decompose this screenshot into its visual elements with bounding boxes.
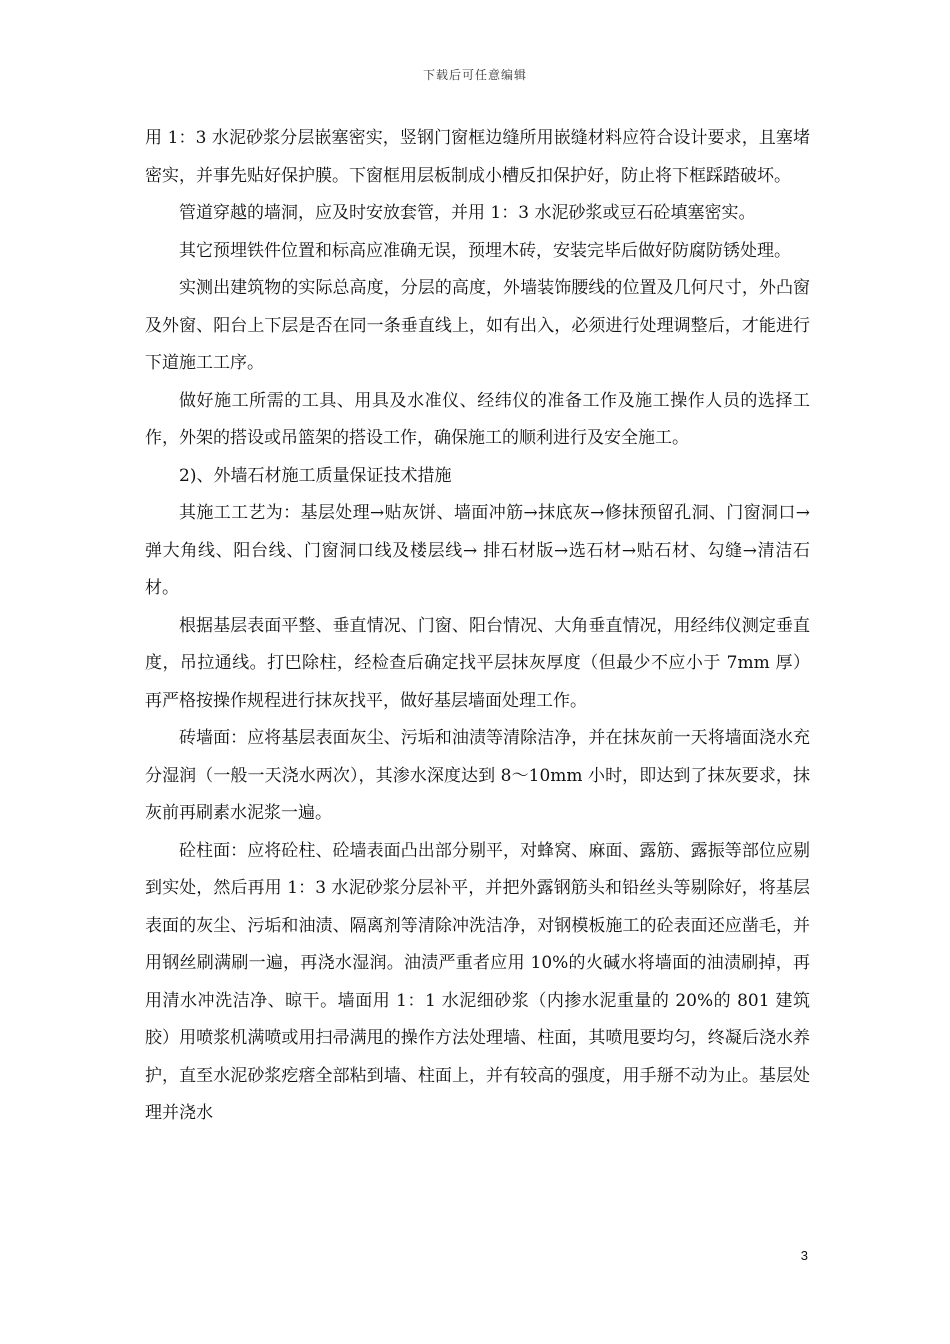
paragraph-tool-preparation: 做好施工所需的工具、用具及水准仪、经纬仪的准备工作及施工操作人员的选择工作，外架的搭设或吊篮架的搭设工作，确保施工的顺利进行及安全施工。 bbox=[145, 390, 810, 448]
paragraph-brick-wall: 砖墙面：应将基层表面灰尘、污垢和油渍等清除洁净，并在抹灰前一天将墙面浇水充分湿润（一般一天浇水两次），其渗水深度达到 8～10mm 小时，即达到了抹灰要求，抹灰前再刷素水泥浆一遍。 bbox=[145, 728, 810, 823]
paragraph-embedded-parts: 其它预埋铁件位置和标高应准确无误，预埋木砖，安装完毕后做好防腐防锈处理。 bbox=[179, 240, 791, 261]
paragraph-continuation: 用 1：3 水泥砂浆分层嵌塞密实，竖钢门窗框边缝所用嵌缝材料应符合设计要求，且塞堵密实，并事先贴好保护膜。下窗框用层板制成小槽反扣保护好，防止将下框踩踏破坏。 bbox=[145, 128, 810, 186]
paragraph-process-flow: 其施工工艺为：基层处理→贴灰饼、墙面冲筋→抹底灰→修抹预留孔洞、门窗洞口→弹大角线、阳台线、门窗洞口线及楼层线→ 排石材版→选石材→贴石材、勾缝→清洁石材。 bbox=[145, 503, 810, 598]
section-heading-stone-measures: 2)、外墙石材施工质量保证技术措施 bbox=[179, 465, 452, 486]
paragraph-pipe-sleeves: 管道穿越的墙洞，应及时安放套管，并用 1：3 水泥砂浆或豆石砼填塞密实。 bbox=[179, 203, 756, 223]
paragraph-concrete-column: 砼柱面：应将砼柱、砼墙表面凸出部分剔平，对蜂窝、麻面、露筋、露振等部位应剔到实处，然后再用 1：3 水泥砂浆分层补平，并把外露钢筋头和铅丝头等剔除好，将基层表面的灰尘、污垢和油渍、隔离剂等清除冲洗洁净，对钢模板施工的砼表面还应凿毛，并用钢丝刷满刷一遍，再浇水湿润。油渍严重者应用 10%的火碱水将墙面的油渍刷掉，再用清水冲洗洁净、晾干。墙面用 1：1 水泥细砂浆（内掺水泥重量的 20%的 801 建筑胶）用喷浆机满喷或用扫帚满甩的操作方法处理墙、柱面，其喷甩要均匀，终凝后浇水养护，直至水泥砂浆疙瘩全部粘到墙、柱面上，并有较高的强度，用手掰不动为止。基层处理并浇水 bbox=[145, 840, 810, 1123]
paragraph-height-survey: 实测出建筑物的实际总高度，分层的高度，外墙装饰腰线的位置及几何尺寸，外凸窗及外窗、阳台上下层是否在同一条垂直线上，如有出入，必须进行处理调整后，才能进行下道施工工序。 bbox=[145, 278, 810, 373]
document-body bbox=[145, 120, 810, 1133]
page-header: 下载后可任意编辑 bbox=[422, 68, 527, 82]
paragraph-verticality: 根据基层表面平整、垂直情况、门窗、阳台情况、大角垂直情况，用经纬仪测定垂直度，吊拉通线。打巴除柱，经检查后确定找平层抹灰厚度（但最少不应小于 7mm 厚）再严格按操作规程进行抹灰找平，做好基层墙面处理工作。 bbox=[145, 615, 810, 711]
page-number: 3 bbox=[800, 1248, 808, 1263]
